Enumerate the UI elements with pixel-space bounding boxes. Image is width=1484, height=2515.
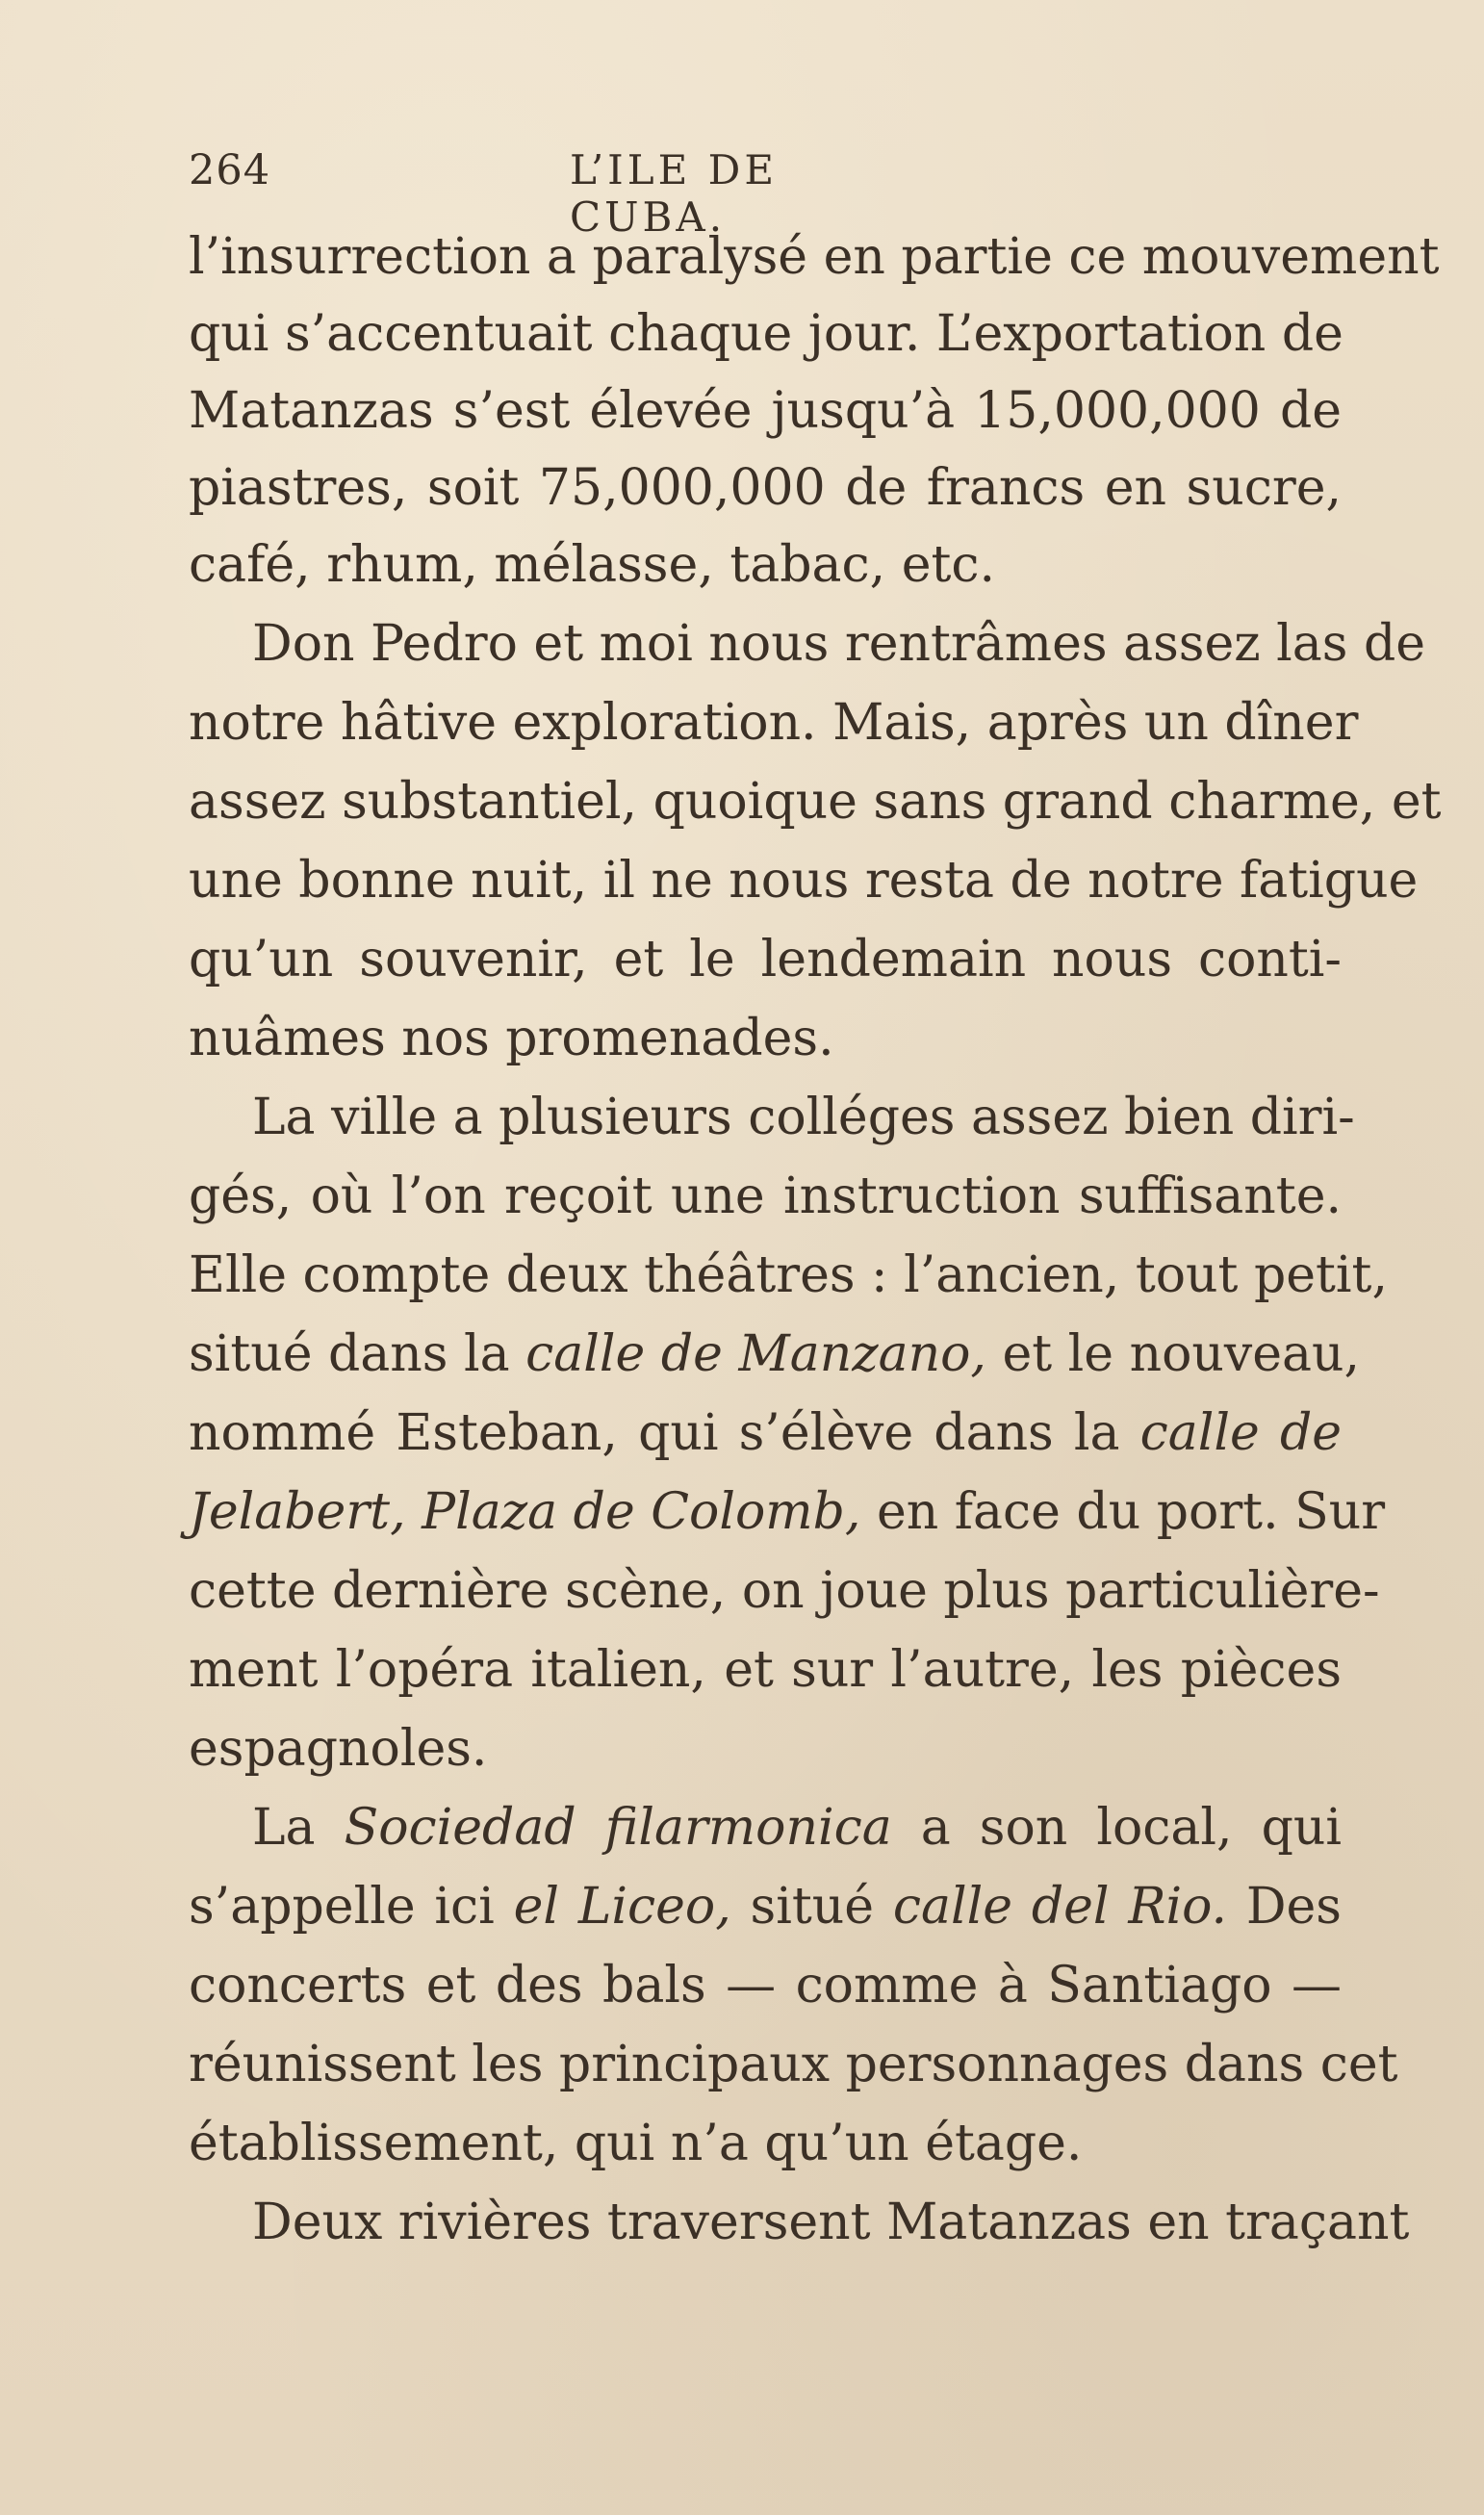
running-title: L’ILE DE CUBA.: [570, 146, 778, 241]
text-line: établissement, qui n’a qu’un étage.: [189, 2115, 1083, 2172]
text-line: nuâmes nos promenades.: [189, 1010, 834, 1067]
text-run: nommé Esteban, qui s’élève dans la: [189, 1404, 1120, 1462]
text-line: l’insurrection a paralysé en partie ce mouvement: [189, 228, 1440, 286]
italic-text-run: el Liceo,: [513, 1878, 731, 1936]
text-run: situé: [750, 1878, 875, 1936]
text-run: Des: [1245, 1878, 1342, 1936]
text-line: [189, 1867, 1342, 1946]
text-line: Don Pedro et moi nous rentrâmes assez las de: [252, 615, 1426, 673]
text-line: qui s’accentuait chaque jour. L’exportation de: [189, 305, 1343, 363]
text-line: [252, 1788, 1342, 1867]
text-line: assez substantiel, quoique sans grand charme, et: [189, 773, 1442, 831]
text-run: en face du port. Sur: [876, 1483, 1386, 1541]
text-line: réunissent les principaux personnages dans cet: [189, 2036, 1398, 2093]
text-line: qu’un souvenir, et le lendemain nous conti-: [189, 931, 1342, 988]
text-line: ment l’opéra italien, et sur l’autre, les pièces: [189, 1641, 1342, 1699]
text-line: cette dernière scène, on joue plus particulière-: [189, 1562, 1380, 1620]
text-run: et le nouveau,: [1002, 1325, 1361, 1383]
text-line: concerts et des bals — comme à Santiago —: [189, 1957, 1342, 2015]
page-number: 264: [189, 146, 271, 194]
italic-text-run: Sociedad filarmonica: [344, 1799, 892, 1857]
text-line: café, rhum, mélasse, tabac, etc.: [189, 536, 996, 594]
italic-text-run: Jelabert, Plaza de Colomb,: [189, 1483, 861, 1541]
text-line: Elle compte deux théâtres : l’ancien, tout petit,: [189, 1246, 1388, 1304]
text-run: s’appelle ici: [189, 1878, 495, 1936]
running-head: [189, 146, 938, 241]
text-run: a son local, qui: [920, 1799, 1343, 1857]
text-line: La ville a plusieurs colléges assez bien diri-: [252, 1089, 1355, 1146]
text-line: Deux rivières traversent Matanzas en traçant: [252, 2194, 1410, 2251]
text-line: Matanzas s’est élevée jusqu’à 15,000,000 de: [189, 382, 1342, 440]
text-line: [189, 1315, 1361, 1394]
text-line: espagnoles.: [189, 1720, 488, 1778]
text-line: [189, 1473, 1386, 1552]
text-line: piastres, soit 75,000,000 de francs en sucre,: [189, 459, 1342, 517]
text-run: La: [252, 1799, 316, 1857]
italic-text-run: calle de Manzano,: [525, 1325, 986, 1383]
text-line: notre hâtive exploration. Mais, après un dîner: [189, 694, 1359, 752]
text-line: gés, où l’on reçoit une instruction suffisante.: [189, 1168, 1342, 1225]
italic-text-run: calle de: [1139, 1404, 1343, 1462]
text-line: [189, 1394, 1342, 1473]
text-run: situé dans la: [189, 1325, 510, 1383]
italic-text-run: calle del Rio.: [892, 1878, 1228, 1936]
text-line: une bonne nuit, il ne nous resta de notre fatigue: [189, 852, 1419, 910]
